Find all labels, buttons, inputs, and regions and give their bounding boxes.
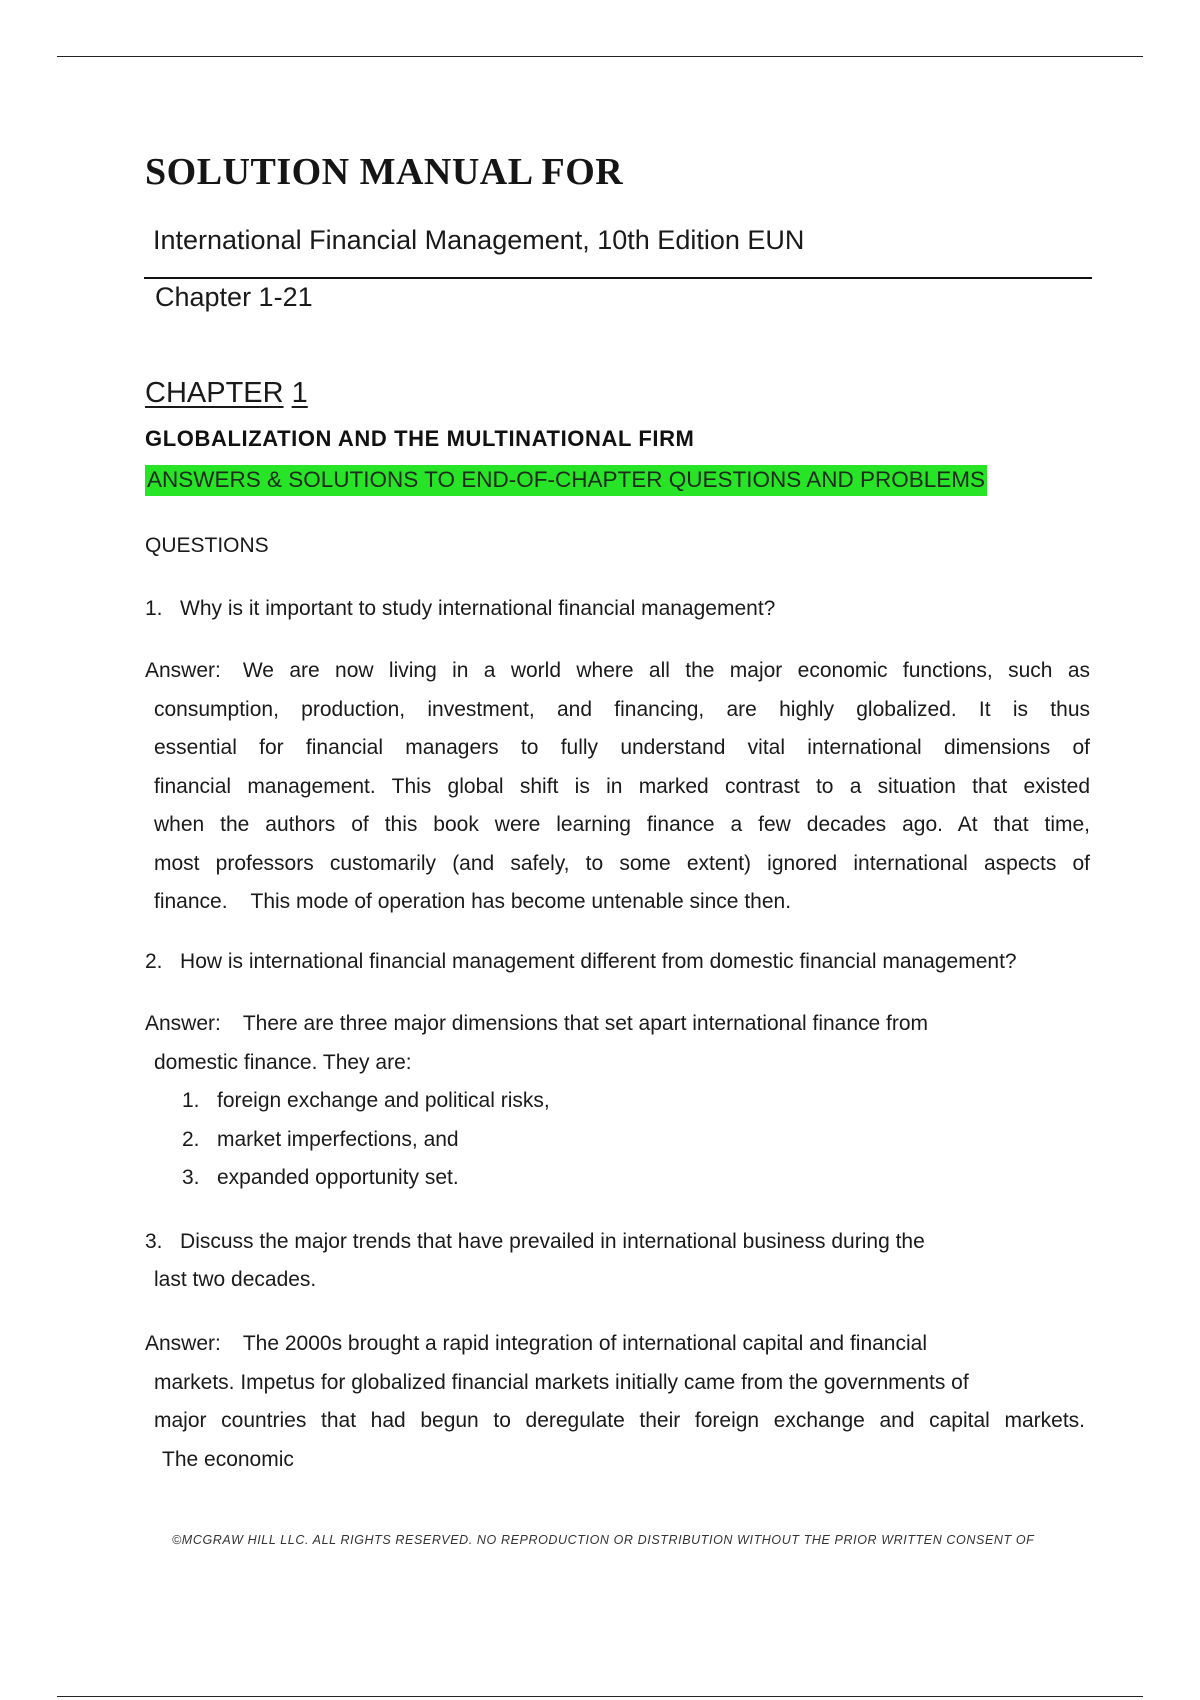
answer-line: domestic finance. They are:	[154, 1050, 412, 1074]
answer-line: Answer: We are now living in a world where all the major economic functions, such as	[145, 659, 1090, 682]
questions-label: QUESTIONS	[145, 534, 269, 557]
answer-line: major countries that had begun to deregulate their foreign exchange and capital markets.	[154, 1409, 1085, 1432]
answer-line: financial management. This global shift is in marked contrast to a situation that existed	[154, 774, 1090, 798]
answer-line: finance. This mode of operation has become untenable since then.	[154, 890, 792, 913]
answer-1	[145, 652, 1090, 922]
answer-label: Answer:	[145, 659, 221, 682]
answer-line: when the authors of this book were learning finance a few decades ago. At that time,	[154, 813, 1090, 836]
chapter-range: Chapter 1-21	[155, 282, 313, 312]
list-item: 3. expanded opportunity set.	[182, 1166, 459, 1189]
answer-2-list	[182, 1082, 550, 1198]
chapter-heading	[145, 377, 308, 410]
answer-2	[145, 1005, 1015, 1082]
title-divider	[144, 277, 1092, 279]
question-number: 1.	[145, 597, 163, 620]
question-number: 2.	[145, 950, 163, 973]
answer-line: essential for financial managers to fully understand vital international dimensions of	[154, 736, 1090, 759]
answer-label: Answer:	[145, 1332, 221, 1355]
question-text: How is international financial management different from domestic financial management?	[180, 950, 1017, 973]
question-3-continued: last two decades.	[154, 1268, 317, 1291]
chapter-heading-word: CHAPTER	[145, 377, 284, 409]
answer-line: markets. Impetus for globalized financial markets initially came from the governments of	[154, 1370, 969, 1394]
list-item: 2. market imperfections, and	[182, 1127, 459, 1151]
answer-line: The economic	[162, 1447, 294, 1471]
bottom-rule	[57, 1696, 1143, 1697]
question-1	[145, 597, 775, 621]
answer-line: Answer: The 2000s brought a rapid integration of international capital and financial	[145, 1332, 927, 1355]
answer-line: most professors customarily (and safely, to some extent) ignored international aspects of	[154, 851, 1090, 875]
chapter-heading-number: 1	[291, 377, 308, 409]
question-2	[145, 950, 1017, 974]
list-item: 1. foreign exchange and political risks,	[182, 1089, 550, 1112]
copyright-footer: ©MCGRAW HILL LLC. ALL RIGHTS RESERVED. NO REPRODUCTION OR DISTRIBUTION WITHOUT THE PRIOR WRITTEN CONSENT OF	[172, 1533, 1035, 1547]
top-rule	[57, 56, 1143, 57]
chapter-title: GLOBALIZATION AND THE MULTINATIONAL FIRM	[145, 426, 695, 451]
answer-line: consumption, production, investment, and financing, are highly globalized. It is thus	[154, 697, 1090, 721]
answer-3	[145, 1325, 1085, 1479]
answer-label: Answer:	[145, 1012, 221, 1035]
question-3	[145, 1230, 925, 1254]
question-text: Why is it important to study international financial management?	[180, 597, 776, 620]
highlighted-section-heading: ANSWERS & SOLUTIONS TO END-OF-CHAPTER QUESTIONS AND PROBLEMS	[145, 465, 987, 496]
answer-line: Answer: There are three major dimensions that set apart international finance from	[145, 1012, 929, 1035]
document-title: SOLUTION MANUAL FOR	[145, 151, 624, 193]
book-subtitle: International Financial Management, 10th Edition EUN	[153, 225, 805, 255]
question-number: 3.	[145, 1230, 163, 1253]
question-text: Discuss the major trends that have prevailed in international business during the	[180, 1230, 925, 1253]
